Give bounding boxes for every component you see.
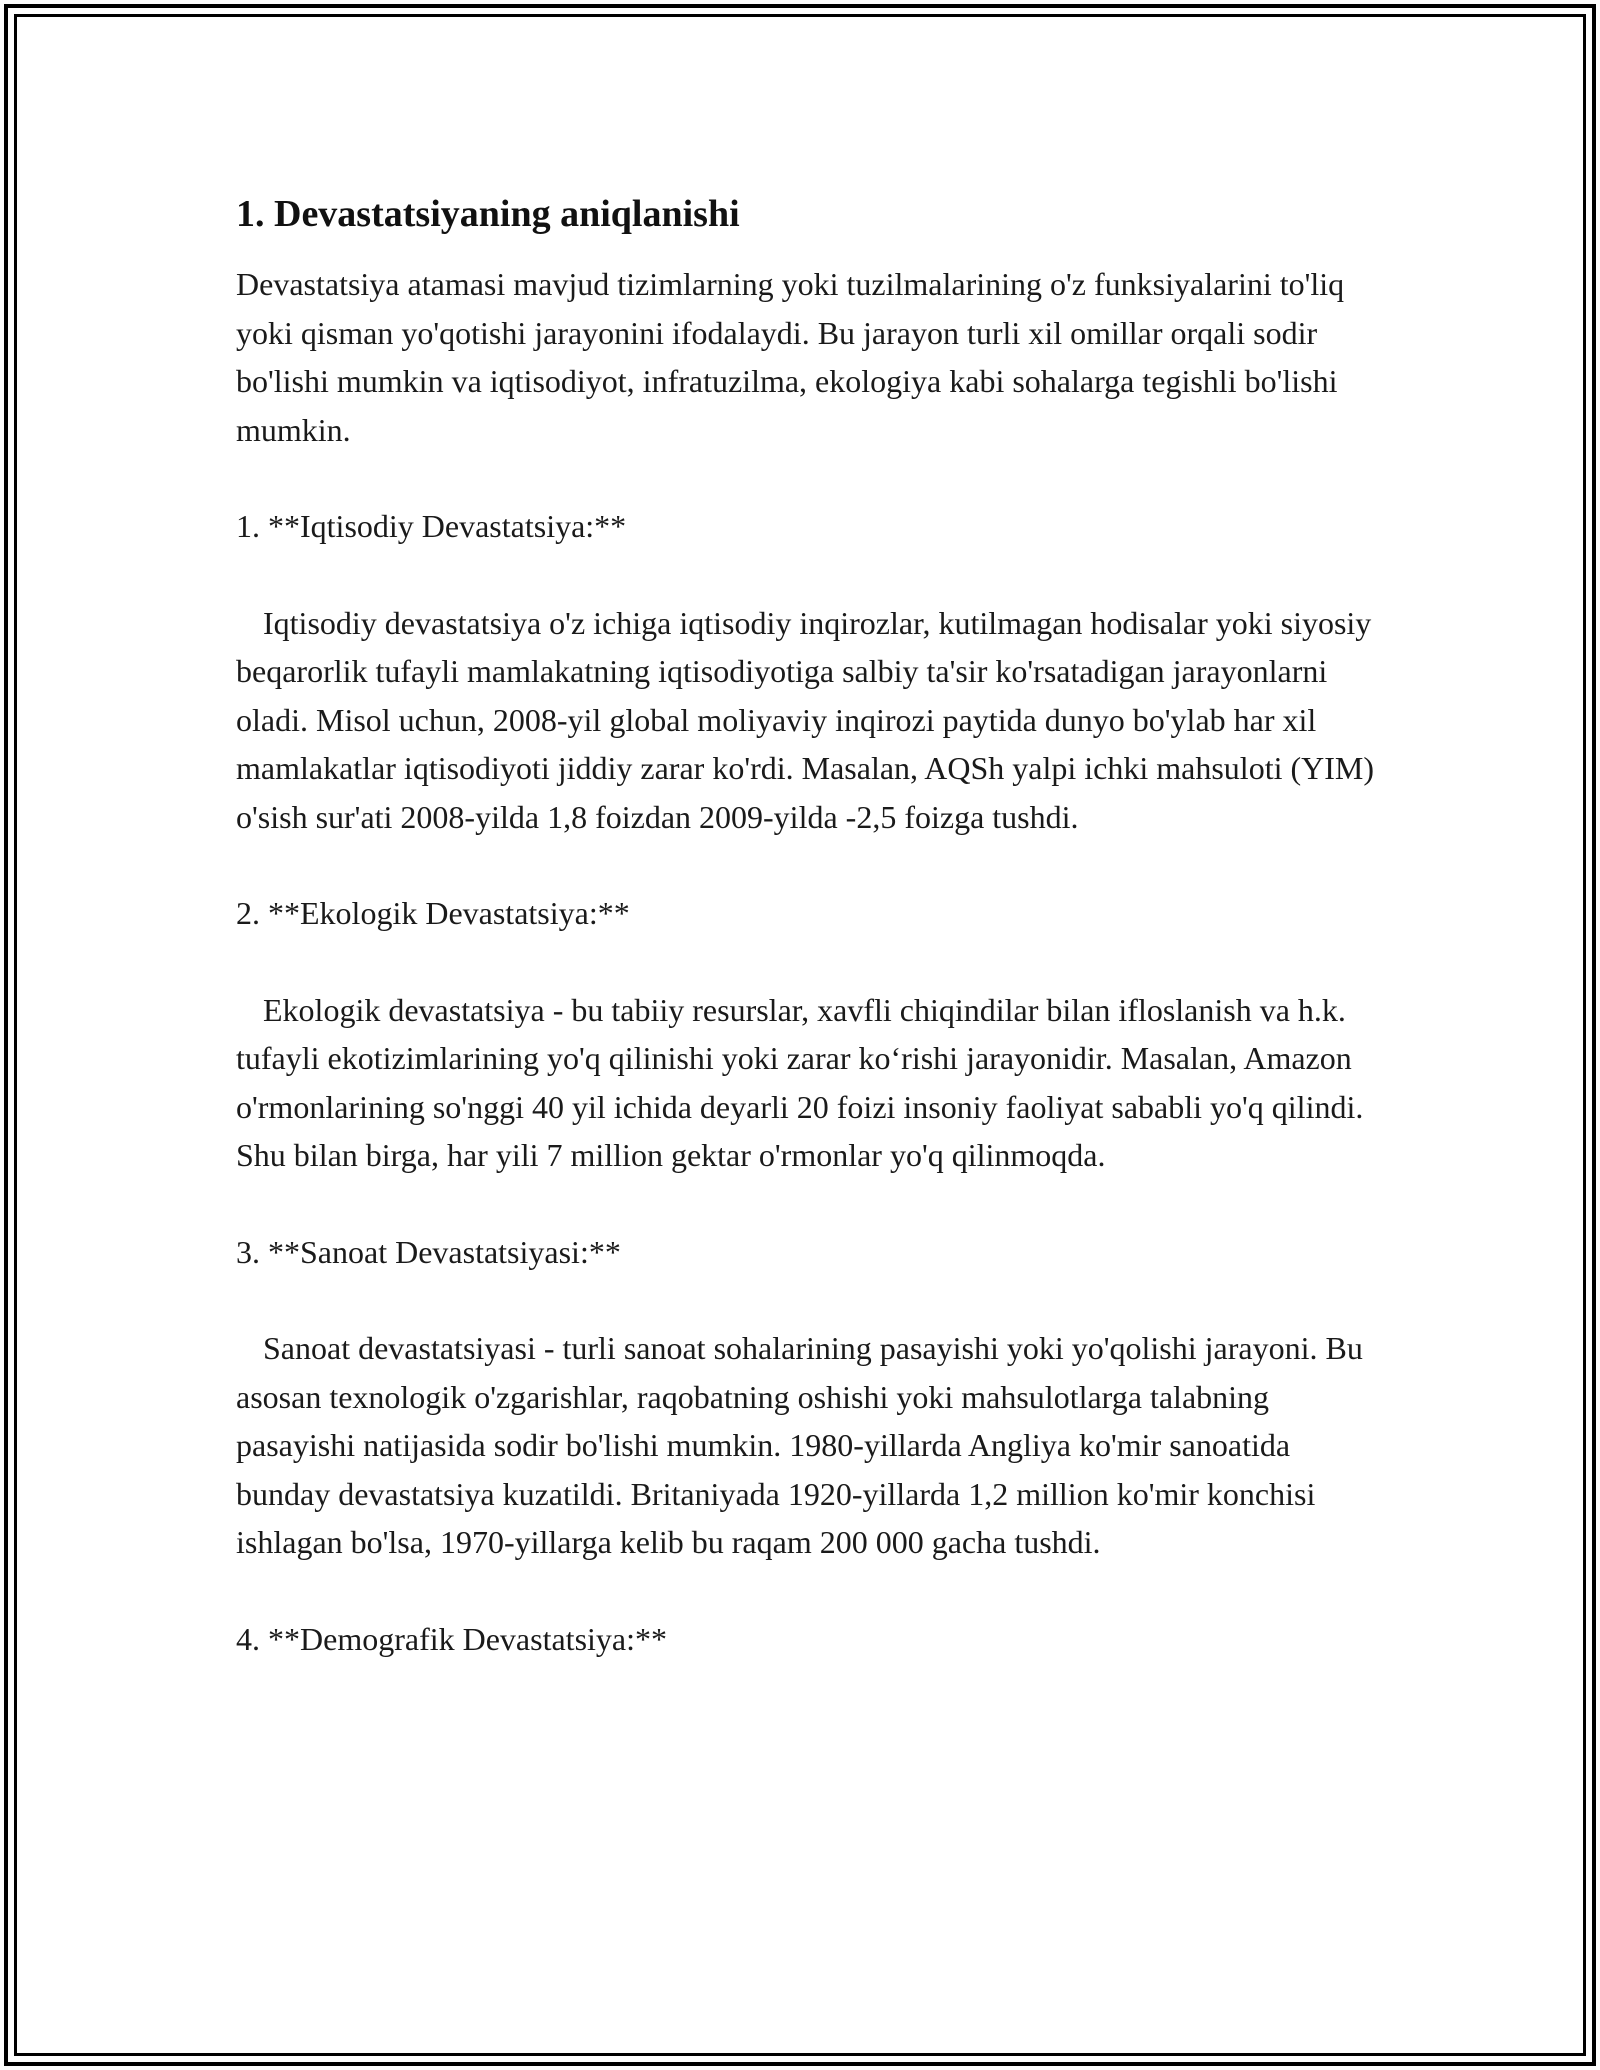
section-body-ecological: Ekologik devastatsiya - bu tabiiy resurslar, xavfli chiqindilar bilan ifloslanish va h.k. tufayli ekotizimlarining yo'q qilinishi yoki zarar ko‘rishi jarayonidir. Masalan, Amazon o'rmonlarining so'nggi 40 yil ichida deyarli 20 foizi insoniy faoliyat sababli yo'q qilindi. Shu bilan birga, har yili 7 million gektar o'rmonlar yo'q qilinmoqda. [236, 991, 1364, 1173]
document-heading: 1. Devastatsiyaning aniqlanishi [236, 193, 740, 235]
section-title-industrial: 3. **Sanoat Devastatsiyasi:** [236, 1233, 621, 1270]
section-title-demographic: 4. **Demografik Devastatsiya:** [236, 1620, 667, 1657]
document-body [236, 188, 1376, 1711]
section-title-ecological: 2. **Ekologik Devastatsiya:** [236, 895, 630, 931]
intro-paragraph: Devastatsiya atamasi mavjud tizimlarning yoki tuzilmalarining o'z funksiyalarini to'liq yoki qisman yo'qotishi jarayonini ifodalaydi. Bu jarayon turli xil omillar orqali sodir bo'lishi mumkin va iqtisodiyot, infratuzilma, ekologiya kabi sohalarga tegishli bo'lishi mumkin. [236, 266, 1345, 448]
section-title-economic: 1. **Iqtisodiy Devastatsiya:** [236, 508, 627, 544]
section-body-economic: Iqtisodiy devastatsiya o'z ichiga iqtisodiy inqirozlar, kutilmagan hodisalar yoki siyosiy beqarorlik tufayli mamlakatning iqtisodiyotiga salbiy ta'sir ko'rsatadigan jarayonlarni oladi. Misol uchun, 2008-yil global moliyaviy inqirozi paytida dunyo bo'ylab har xil mamlakatlar iqtisodiyoti jiddiy zarar ko'rdi. Masalan, AQSh yalpi ichki mahsuloti (YIM) o'sish sur'ati 2008-yilda 1,8 foizdan 2009-yilda -2,5 foizga tushdi. [236, 604, 1374, 835]
section-body-industrial: Sanoat devastatsiyasi - turli sanoat sohalarining pasayishi yoki yo'qolishi jarayoni. Bu asosan texnologik o'zgarishlar, raqobatning oshishi yoki mahsulotlarga talabning pasayishi natijasida sodir bo'lishi mumkin. 1980-yillarda Angliya ko'mir sanoatida bunday devastatsiya kuzatildi. Britaniyada 1920-yillarda 1,2 million ko'mir konchisi ishlagan bo'lsa, 1970-yillarga kelib bu raqam 200 000 gacha tushdi. [236, 1330, 1363, 1560]
